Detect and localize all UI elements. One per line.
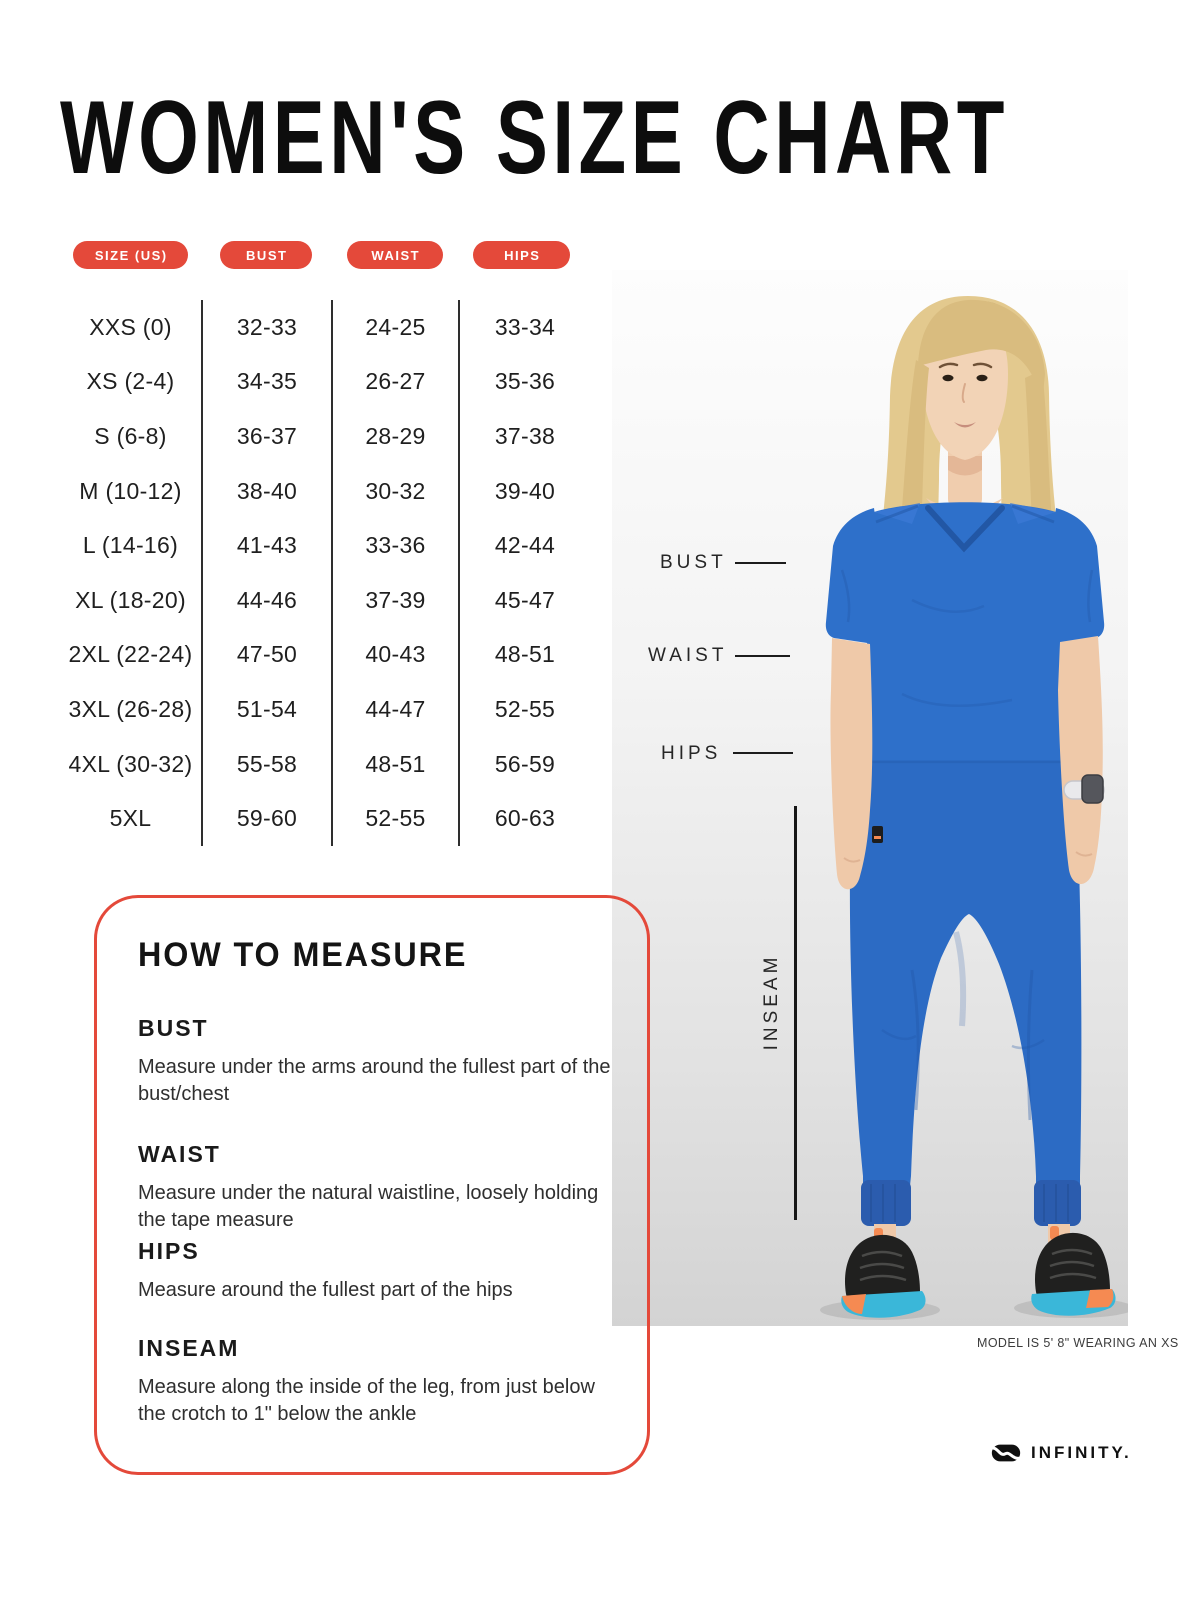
size-table (60, 300, 590, 846)
model-caption: MODEL IS 5' 8" WEARING AN XS (977, 1336, 1179, 1350)
waist-cell: 37-39 (333, 573, 460, 628)
column-header-size: SIZE (US) (73, 241, 188, 269)
column-header-bust: BUST (220, 241, 312, 269)
pant-cuffs (861, 1180, 1081, 1246)
inseam-pointer-line (794, 806, 797, 1220)
bust-cell: 59-60 (203, 791, 333, 846)
measure-section-label: BUST (138, 1015, 209, 1041)
measure-section-hips (138, 1238, 620, 1304)
inseam-pointer-label: INSEAM (761, 953, 782, 1051)
waist-cell: 33-36 (333, 518, 460, 573)
size-cell: 5XL (60, 791, 203, 846)
size-cell: M (10-12) (60, 464, 203, 519)
size-cell: XL (18-20) (60, 573, 203, 628)
bust-cell: 47-50 (203, 628, 333, 683)
table-row (60, 682, 590, 737)
page-title: WOMEN'S SIZE CHART (60, 80, 1009, 196)
bust-pointer-line (735, 562, 786, 564)
hips-cell: 60-63 (494, 805, 556, 832)
table-row (60, 355, 590, 410)
how-to-measure-box (94, 895, 650, 1475)
hips-cell: 39-40 (494, 477, 556, 504)
table-row (60, 300, 590, 355)
measure-section-text: Measure under the natural waistline, loosely holding the tape measure (138, 1182, 599, 1231)
brand-logo-text: INFINITY. (1031, 1443, 1132, 1462)
model-photo (612, 270, 1128, 1326)
hips-pointer-label: HIPS (661, 743, 722, 764)
table-row (60, 573, 590, 628)
waist-cell: 40-43 (333, 628, 460, 683)
model-illustration (612, 270, 1128, 1326)
size-cell: 3XL (26-28) (60, 682, 203, 737)
column-header-hips: HIPS (473, 241, 570, 269)
hips-cell: 37-38 (494, 422, 556, 449)
waist-cell: 26-27 (333, 355, 460, 410)
bust-cell: 32-33 (203, 300, 333, 355)
brand-logo (991, 1443, 1132, 1463)
waist-cell: 30-32 (333, 464, 460, 519)
size-cell: S (6-8) (60, 409, 203, 464)
hips-cell: 56-59 (494, 750, 556, 777)
measure-section-label: INSEAM (138, 1335, 240, 1361)
hips-cell: 52-55 (494, 695, 556, 722)
measure-section-waist (138, 1141, 620, 1234)
table-row (60, 791, 590, 846)
measure-section-bust (138, 1015, 620, 1108)
measure-section-inseam (138, 1335, 620, 1428)
waist-pointer-label: WAIST (648, 645, 728, 666)
bust-cell: 51-54 (203, 682, 333, 737)
how-to-measure-title: HOW TO MEASURE (138, 936, 468, 974)
bust-cell: 55-58 (203, 737, 333, 792)
waist-cell: 28-29 (333, 409, 460, 464)
table-row (60, 409, 590, 464)
bust-cell: 34-35 (203, 355, 333, 410)
model-pants (850, 760, 1082, 1186)
table-row (60, 518, 590, 573)
measure-section-text: Measure under the arms around the fullest part of the bust/chest (138, 1056, 611, 1105)
infinity-loop-icon (991, 1443, 1021, 1463)
hips-cell: 45-47 (494, 586, 556, 613)
hips-cell: 42-44 (494, 532, 556, 559)
table-row (60, 737, 590, 792)
bust-cell: 38-40 (203, 464, 333, 519)
size-cell: L (14-16) (60, 518, 203, 573)
table-row (60, 464, 590, 519)
hips-cell: 35-36 (494, 368, 556, 395)
waist-pointer-line (735, 655, 790, 657)
measure-section-text: Measure around the fullest part of the hips (138, 1279, 513, 1301)
hips-cell: 48-51 (494, 641, 556, 668)
measure-section-text: Measure along the inside of the leg, from just below the crotch to 1" below the ankle (138, 1376, 595, 1425)
size-cell: 2XL (22-24) (60, 628, 203, 683)
measure-section-label: WAIST (138, 1141, 221, 1167)
bust-cell: 41-43 (203, 518, 333, 573)
table-row (60, 628, 590, 683)
bust-cell: 44-46 (203, 573, 333, 628)
size-cell: 4XL (30-32) (60, 737, 203, 792)
waist-cell: 24-25 (333, 300, 460, 355)
size-cell: XS (2-4) (60, 355, 203, 410)
hips-pointer-line (733, 752, 793, 754)
waist-cell: 52-55 (333, 791, 460, 846)
pants-brand-tag (872, 826, 883, 843)
column-header-waist: WAIST (347, 241, 443, 269)
hips-cell: 33-34 (494, 313, 556, 340)
bust-cell: 36-37 (203, 409, 333, 464)
size-cell: XXS (0) (60, 300, 203, 355)
waist-cell: 44-47 (333, 682, 460, 737)
measure-section-label: HIPS (138, 1238, 200, 1264)
sneakers (841, 1226, 1115, 1318)
bust-pointer-label: BUST (660, 552, 727, 573)
waist-cell: 48-51 (333, 737, 460, 792)
